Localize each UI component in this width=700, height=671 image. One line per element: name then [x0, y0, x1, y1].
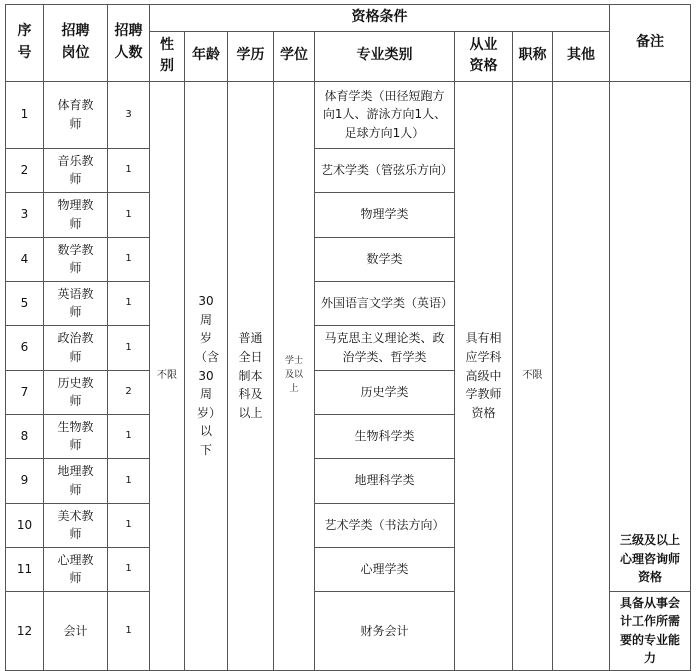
row-count: 2: [108, 370, 150, 414]
row-position: 数学教师: [44, 237, 108, 281]
row-position: 体育教师: [44, 81, 108, 148]
degree-cell: 学士及以上: [274, 81, 315, 670]
row-major: 物理学类: [315, 192, 455, 237]
row-count: 1: [108, 458, 150, 503]
header-remarks: 备注: [610, 5, 691, 82]
header-age: 年龄: [185, 31, 228, 81]
header-row-1: [6, 5, 691, 32]
row-seq: 1: [6, 81, 44, 148]
row-position: 英语教师: [44, 281, 108, 325]
row-position: 生物教师: [44, 414, 108, 458]
row-seq: 4: [6, 237, 44, 281]
header-qualification: 资格条件: [150, 5, 610, 32]
row-major: 艺术学类（书法方向）: [315, 503, 455, 547]
row-count: 1: [108, 281, 150, 325]
row-position: 历史教师: [44, 370, 108, 414]
row-major: 数学类: [315, 237, 455, 281]
row-position: 音乐教师: [44, 148, 108, 192]
header-position: 招聘岗位: [44, 5, 108, 82]
remark-cell-1: [610, 81, 691, 591]
row-count: 1: [108, 237, 150, 281]
header-education: 学历: [228, 31, 274, 81]
row-seq: 8: [6, 414, 44, 458]
row-major: 体育学类（田径短跑方向1人、游泳方向1人、足球方向1人）: [315, 81, 455, 148]
header-count: 招聘人数: [108, 5, 150, 82]
row-seq: 7: [6, 370, 44, 414]
header-degree: 学位: [274, 31, 315, 81]
age-cell: 30周岁（含30周岁）以下: [185, 81, 228, 670]
row-count: 1: [108, 148, 150, 192]
row-count: 1: [108, 192, 150, 237]
header-other: 其他: [553, 31, 610, 81]
row-count: 1: [108, 414, 150, 458]
row-seq: 6: [6, 325, 44, 370]
row-seq: 5: [6, 281, 44, 325]
header-certificate: 从业资格: [455, 31, 513, 81]
row-position: 政治教师: [44, 325, 108, 370]
row-major: 历史学类: [315, 370, 455, 414]
recruitment-table: [5, 4, 691, 671]
row-major: 心理学类: [315, 547, 455, 591]
row-seq: 10: [6, 503, 44, 547]
row-position: 心理教师: [44, 547, 108, 591]
row-seq: 2: [6, 148, 44, 192]
row-major: 马克思主义理论类、政治学类、哲学类: [315, 325, 455, 370]
header-seq: 序号: [6, 5, 44, 82]
row-count: 1: [108, 591, 150, 670]
row-major: 财务会计: [315, 591, 455, 670]
row-count: 1: [108, 547, 150, 591]
table-row: [6, 81, 691, 148]
row-major: 地理科学类: [315, 458, 455, 503]
row-seq: 9: [6, 458, 44, 503]
remark-text-1: 三级及以上心理咨询师资格: [619, 532, 680, 585]
certificate-cell: 具有相应学科高级中学教师资格: [455, 81, 513, 670]
header-title: 职称: [513, 31, 553, 81]
row-count: 3: [108, 81, 150, 148]
row-major: 艺术学类（管弦乐方向）: [315, 148, 455, 192]
gender-cell: 不限: [150, 81, 185, 670]
row-count: 1: [108, 325, 150, 370]
row-position: 会计: [44, 591, 108, 670]
education-cell: 普通全日制本科及以上: [228, 81, 274, 670]
remark-cell-2: 具备从事会计工作所需要的专业能力: [610, 591, 691, 670]
header-major: 专业类别: [315, 31, 455, 81]
row-major: 外国语言文学类（英语）: [315, 281, 455, 325]
row-position: 美术教师: [44, 503, 108, 547]
row-seq: 12: [6, 591, 44, 670]
title-cell: 不限: [513, 81, 553, 670]
row-count: 1: [108, 503, 150, 547]
row-seq: 11: [6, 547, 44, 591]
row-position: 物理教师: [44, 192, 108, 237]
row-position: 地理教师: [44, 458, 108, 503]
other-cell: [553, 81, 610, 670]
row-seq: 3: [6, 192, 44, 237]
row-major: 生物科学类: [315, 414, 455, 458]
header-gender: 性别: [150, 31, 185, 81]
